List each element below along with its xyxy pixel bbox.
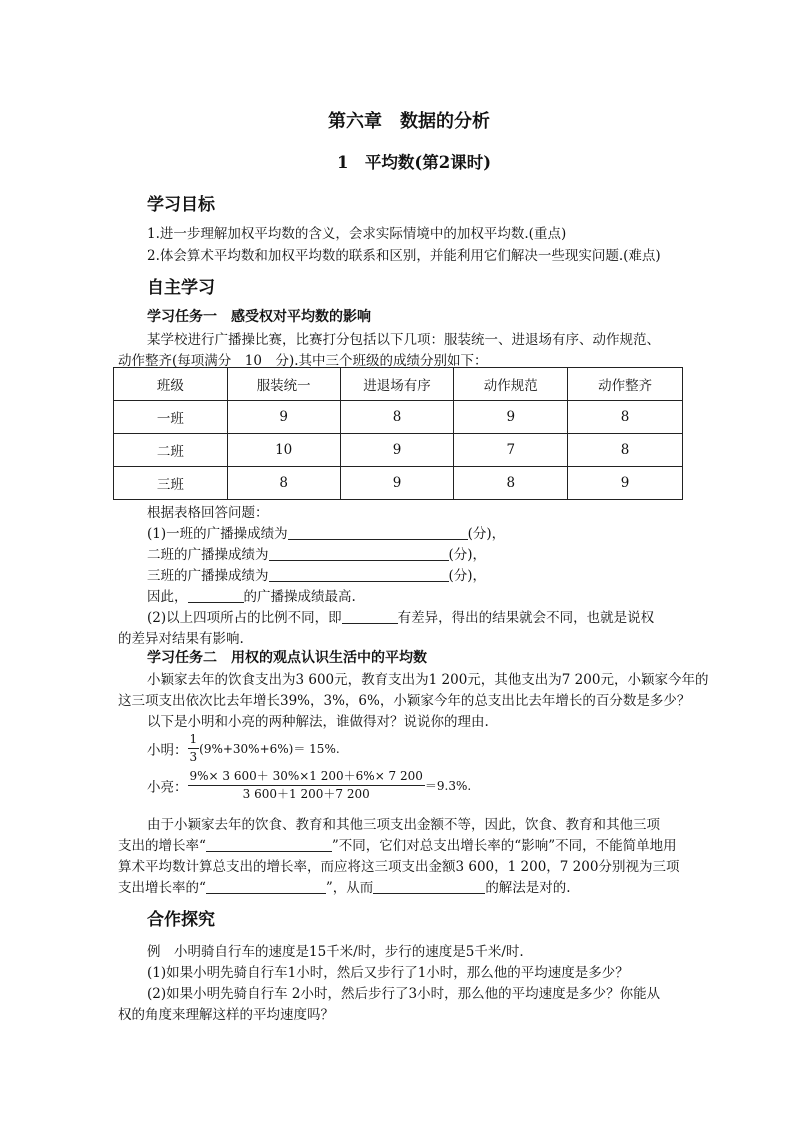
task1-intro-line2: 动作整齐(每项满分 10 分).其中三个班级的成绩分别如下： <box>118 353 488 369</box>
table-cell: 9 <box>227 401 340 434</box>
q3-answer-blank[interactable] <box>269 567 449 582</box>
self-study-heading: 自主学习 <box>147 278 215 298</box>
question-5 <box>147 606 654 626</box>
table-cell: 10 <box>227 434 340 467</box>
a4-suffix: 的解法是对的. <box>485 880 571 896</box>
question-1 <box>147 522 505 542</box>
question-3 <box>147 564 486 584</box>
q2-prefix: 二班的广播操成绩为 <box>147 547 269 563</box>
q1-answer-blank[interactable] <box>288 525 468 540</box>
xiaoliang-result: ＝9.3%. <box>424 779 472 793</box>
answer-prompt: 根据表格回答问题： <box>147 505 269 521</box>
table-cell: 8 <box>340 401 454 434</box>
header-order: 进退场有序 <box>340 368 454 401</box>
table-cell: 9 <box>454 401 568 434</box>
header-class: 班级 <box>114 368 228 401</box>
xiaoliang-fraction <box>188 768 425 803</box>
table-cell: 8 <box>454 467 568 500</box>
xiaoming-solution <box>147 731 340 766</box>
q4-suffix: 的广播操成绩最高. <box>243 589 356 605</box>
q1-suffix: (分)， <box>467 526 506 542</box>
table-cell: 8 <box>568 434 683 467</box>
table-cell: 9 <box>340 467 454 500</box>
table-cell: 9 <box>568 467 683 500</box>
xiaoliang-fraction-numerator: 9%× 3 600＋ 30%×1 200＋6%× 7 200 <box>188 768 425 786</box>
growth-rate-blank[interactable] <box>206 837 332 852</box>
xiaoming-label: 小明： <box>147 742 188 759</box>
correct-solver-blank[interactable] <box>373 879 485 894</box>
table-row <box>114 401 683 434</box>
xiaoming-expression: (9%+30%+6%)＝ 15%. <box>199 742 340 756</box>
task1-title: 学习任务一 感受权对平均数的影响 <box>147 309 371 325</box>
goals-heading: 学习目标 <box>147 195 215 215</box>
task2-line1: 小颖家去年的饮食支出为3 600元，教育支出为1 200元，其他支出为7 200元，小颖家今年的 <box>147 672 709 688</box>
table-cell: 8 <box>568 401 683 434</box>
q4-answer-blank[interactable] <box>188 588 244 603</box>
task1-intro-line1: 某学校进行广播操比赛，比赛打分包括以下几项：服装统一、进退场有序、动作规范、 <box>147 332 660 348</box>
table-cell: 8 <box>227 467 340 500</box>
task2-line2: 这三项支出依次比去年增长39%，3%，6%，小颖家今年的总支出比去年增长的百分数是多少？ <box>118 693 691 709</box>
q5-answer-blank[interactable] <box>342 609 398 624</box>
example-statement: 例 小明骑自行车的速度是15千米/时，步行的速度是5千米/时. <box>147 944 524 960</box>
analysis-line2 <box>118 834 677 854</box>
a2-suffix: ”不同，它们对总支出增长率的“影响”不同，不能简单地用 <box>331 838 677 854</box>
analysis-line4 <box>118 876 571 896</box>
xiaoliang-fraction-denominator: 3 600＋1 200＋7 200 <box>242 787 370 801</box>
xiaoming-fraction <box>188 731 200 766</box>
q2-suffix: (分)， <box>448 547 487 563</box>
q4-prefix: 因此， <box>147 589 188 605</box>
question-5-line2: 的差异对结果有影响. <box>118 631 244 647</box>
xiaoming-fraction-denominator: 3 <box>189 750 198 764</box>
goal-item-2: 2.体会算术平均数和加权平均数的联系和区别，并能利用它们解决一些现实问题.(难点) <box>147 248 661 264</box>
header-uniformity: 动作整齐 <box>568 368 683 401</box>
table-cell: 7 <box>454 434 568 467</box>
q3-suffix: (分)， <box>448 568 487 584</box>
q5-prefix: (2)以上四项所占的比例不同，即 <box>147 610 342 626</box>
table-header-row <box>114 368 683 401</box>
q5-suffix: 有差异，得出的结果就会不同，也就是说权 <box>397 610 655 626</box>
chapter-title: 第六章 数据的分析 <box>328 111 490 132</box>
header-uniform: 服装统一 <box>227 368 340 401</box>
goal-item-1: 1.进一步理解加权平均数的含义，会求实际情境中的加权平均数.(重点) <box>147 226 567 242</box>
a4-prefix: 支出增长率的“ <box>118 880 206 896</box>
table-cell: 一班 <box>114 401 228 434</box>
weight-blank[interactable] <box>206 879 326 894</box>
table-row <box>114 434 683 467</box>
xiaoming-fraction-numerator: 1 <box>188 731 200 749</box>
q3-prefix: 三班的广播操成绩为 <box>147 568 269 584</box>
coop-heading: 合作探究 <box>147 910 215 930</box>
a4-mid: ”，从而 <box>325 880 374 896</box>
table-cell: 三班 <box>114 467 228 500</box>
q1-prefix: (1)一班的广播操成绩为 <box>147 526 288 542</box>
lesson-title: 1 平均数(第2课时) <box>336 153 492 172</box>
score-table <box>113 367 683 500</box>
example-question-2: (2)如果小明先骑自行车 2小时，然后步行了3小时，那么他的平均速度是多少？你能从 <box>147 986 661 1002</box>
analysis-line1: 由于小颖家去年的饮食、教育和其他三项支出金额不等，因此，饮食、教育和其他三项 <box>147 817 660 833</box>
a2-prefix: 支出的增长率“ <box>118 838 206 854</box>
question-2 <box>147 543 486 563</box>
table-cell: 二班 <box>114 434 228 467</box>
example-question-1: (1)如果小明先骑自行车1小时，然后又步行了1小时，那么他的平均速度是多少？ <box>147 965 629 981</box>
table-row <box>114 467 683 500</box>
example-question-2-line2: 权的角度来理解这样的平均速度吗？ <box>118 1007 334 1023</box>
xiaoliang-label: 小亮： <box>147 779 188 796</box>
table-cell: 9 <box>340 434 454 467</box>
header-standard: 动作规范 <box>454 368 568 401</box>
task2-line3: 以下是小明和小亮的两种解法，谁做得对？说说你的理由. <box>147 714 489 730</box>
q2-answer-blank[interactable] <box>269 546 449 561</box>
xiaoliang-solution <box>147 768 471 803</box>
question-4 <box>147 585 356 605</box>
task2-title: 学习任务二 用权的观点认识生活中的平均数 <box>147 650 427 666</box>
analysis-line3: 算术平均数计算总支出的增长率，而应将这三项支出金额3 600，1 200，7 200分别视为三项 <box>118 859 680 875</box>
